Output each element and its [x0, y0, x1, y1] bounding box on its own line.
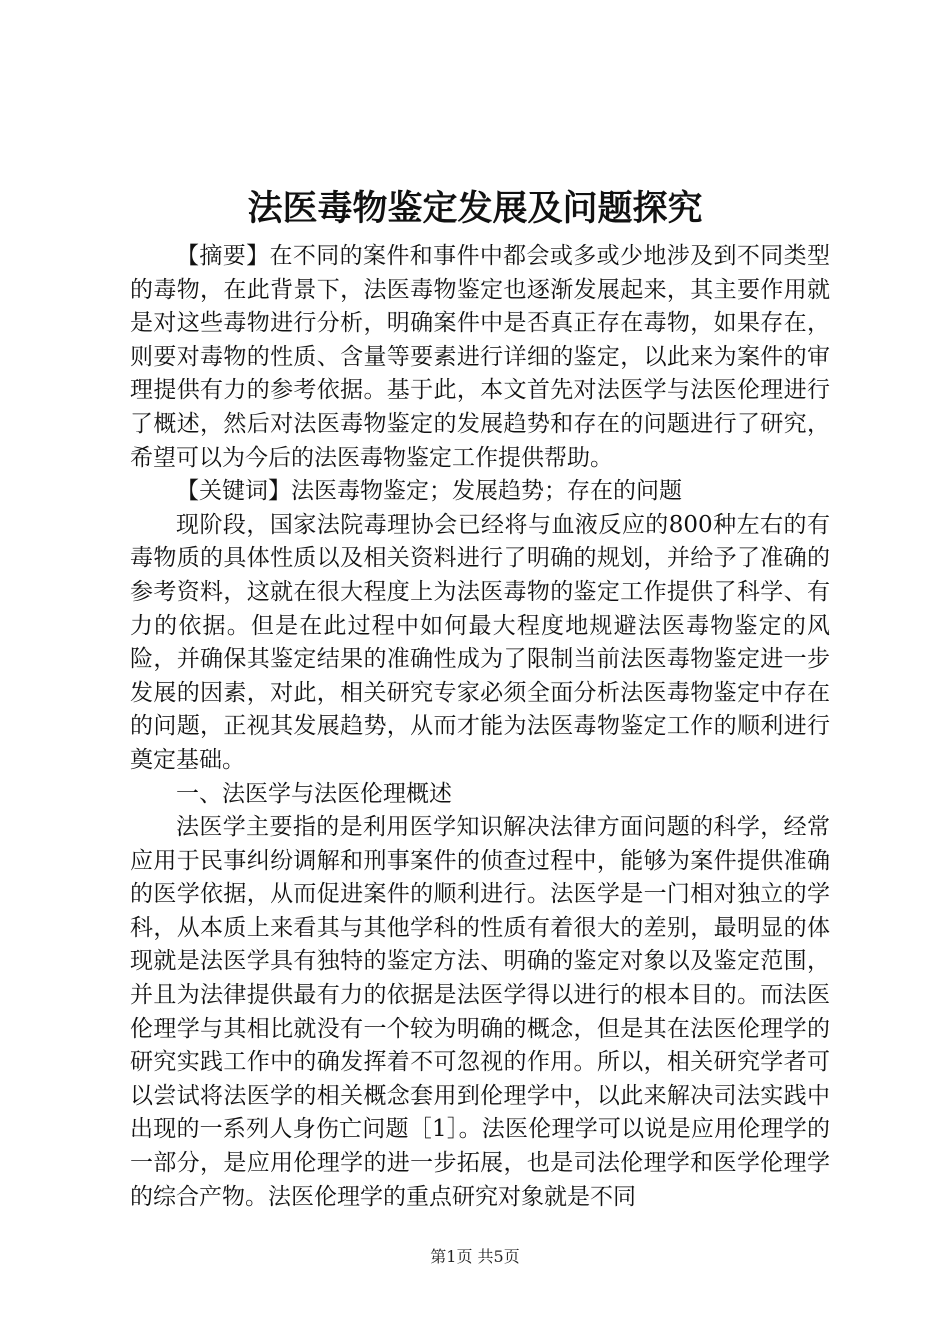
abstract-paragraph: 【摘要】在不同的案件和事件中都会或多或少地涉及到不同类型的毒物，在此背景下，法医毒物鉴定也逐渐发展起来，其主要作用就是对这些毒物进行分析，明确案件中是否真正存在毒物，如果存在，则要对毒物的性质、含量等要素进行详细的鉴定，以此来为案件的审理提供有力的参考依据。基于此，本文首先对法医学与法医伦理进行了概述，然后对法医毒物鉴定的发展趋势和存在的问题进行了研究，希望可以为今后的法医毒物鉴定工作提供帮助。: [130, 243, 830, 471]
document-title: 法医毒物鉴定发展及问题探究: [247, 188, 703, 229]
body-paragraph: 法医学主要指的是利用医学知识解决法律方面问题的科学，经常应用于民事纠纷调解和刑事案件的侦查过程中，能够为案件提供准确的医学依据，从而促进案件的顺利进行。法医学是一门相对独立的学科，从本质上来看其与其他学科的性质有着很大的差别，最明显的体现就是法医学具有独特的鉴定方法、明确的鉴定对象以及鉴定范围，并且为法律提供最有力的依据是法医学得以进行的根本目的。而法医伦理学与其相比就没有一个较为明确的概念，但是其在法医伦理学的研究实践工作中的确发挥着不可忽视的作用。所以，相关研究学者可以尝试将法医学的相关概念套用到伦理学中，以此来解决司法实践中出现的一系列人身伤亡问题［1］。法医伦理学可以说是应用伦理学的一部分，是应用伦理学的进一步拓展，也是司法伦理学和医学伦理学的综合产物。法医伦理学的重点研究对象就是不同: [130, 814, 830, 1210]
page-footer: 第1页 共5页: [430, 1247, 520, 1266]
document-body: [130, 240, 830, 1214]
keywords-paragraph: 【关键词】法医毒物鉴定；发展趋势；存在的问题: [176, 478, 682, 505]
section-heading: 一、法医学与法医伦理概述: [176, 780, 452, 807]
intro-paragraph: 现阶段，国家法院毒理协会已经将与血液反应的800种左右的有毒物质的具体性质以及相关资料进行了明确的规划，并给予了准确的参考资料，这就在很大程度上为法医毒物的鉴定工作提供了科学、有力的依据。但是在此过程中如何最大程度地规避法医毒物鉴定的风险，并确保其鉴定结果的准确性成为了限制当前法医毒物鉴定进一步发展的因素，对此，相关研究专家必须全面分析法医毒物鉴定中存在的问题，正视其发展趋势，从而才能为法医毒物鉴定工作的顺利进行奠定基础。: [130, 511, 830, 773]
